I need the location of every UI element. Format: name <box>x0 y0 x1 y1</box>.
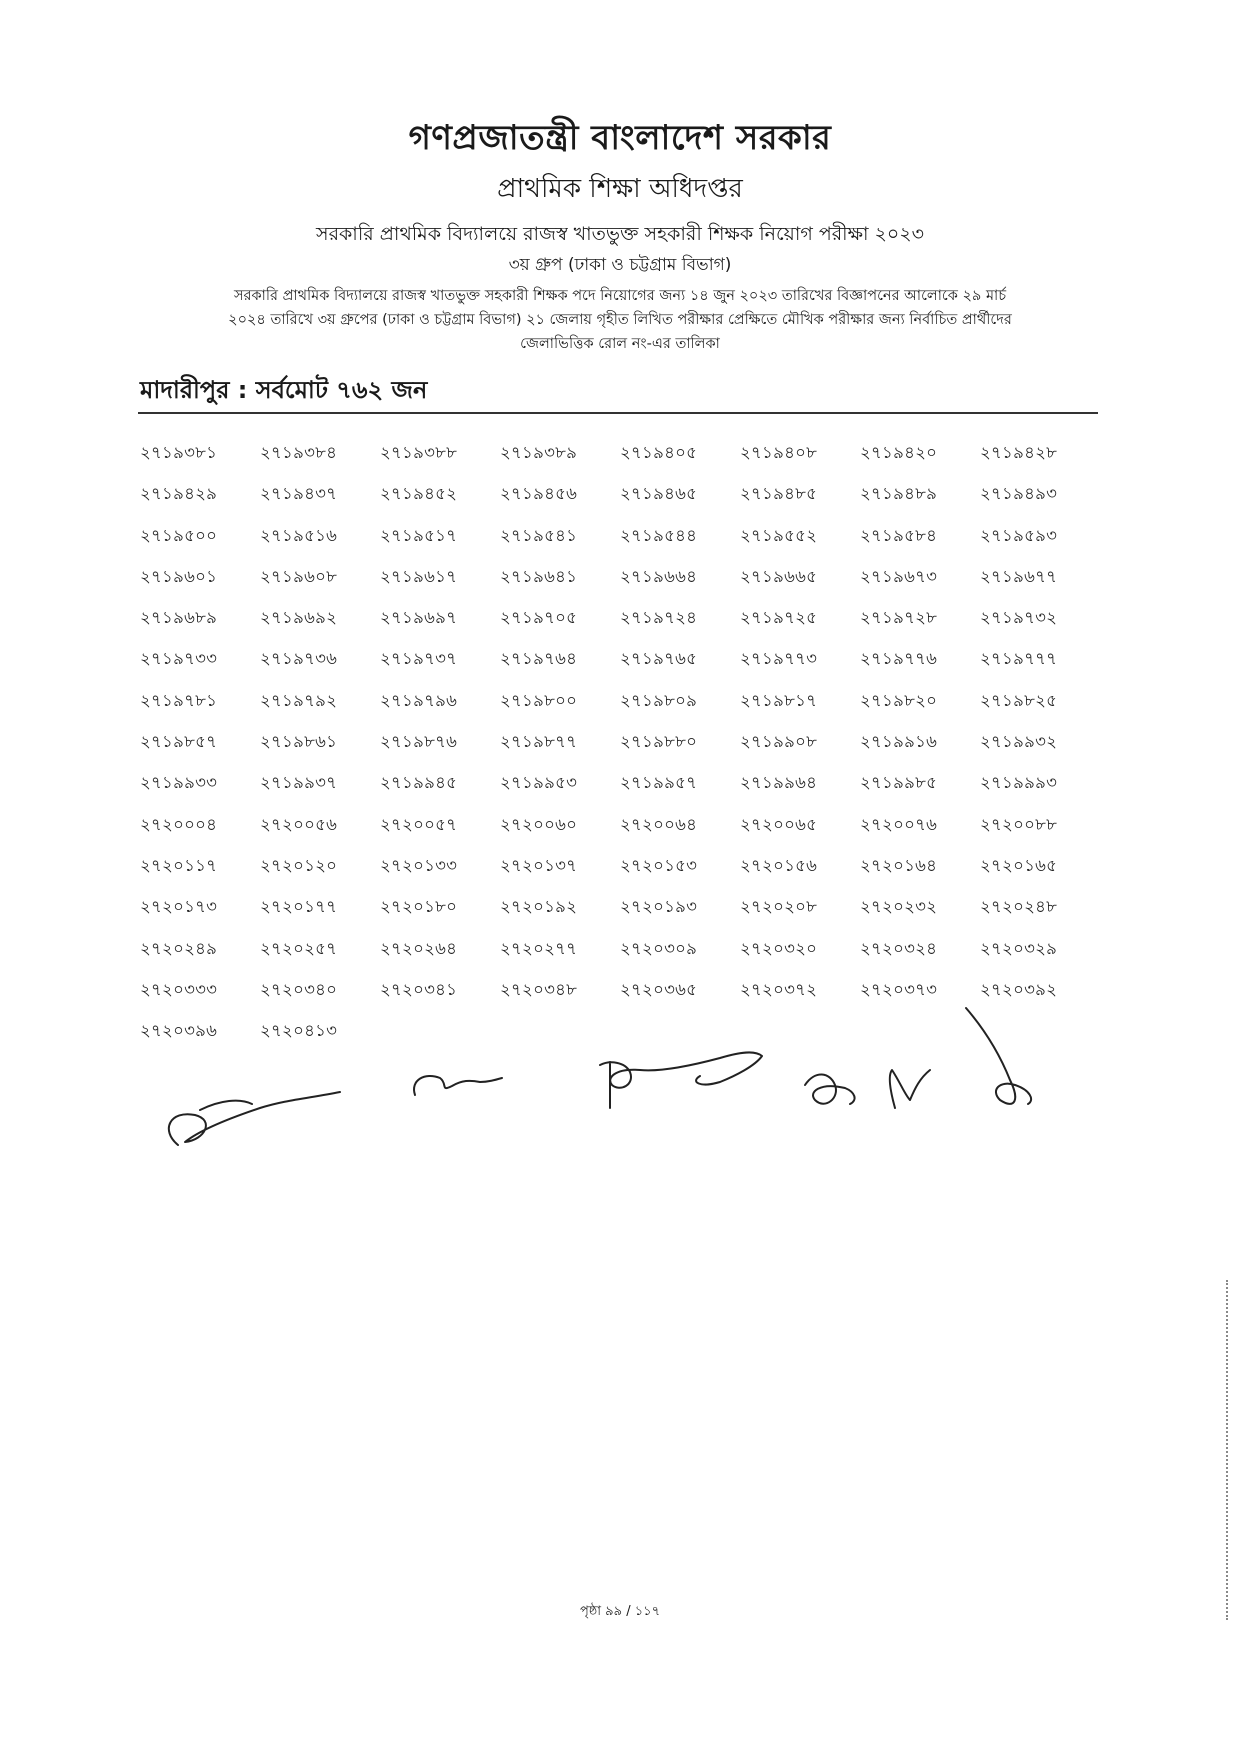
roll-number: ২৭২০৩৪০ <box>260 979 338 999</box>
roll-number: ২৭১৯৯৬৪ <box>740 773 818 793</box>
roll-number: ২৭১৯৫০০ <box>140 525 218 545</box>
roll-number: ২৭২০০৬৫ <box>740 814 818 834</box>
roll-number: ২৭১৯৮৬১ <box>260 732 338 752</box>
page-number: ৯৯ <box>605 1604 623 1619</box>
roll-number: ২৭২০১৮০ <box>380 897 458 917</box>
roll-number: ২৭১৯৪৫২ <box>380 484 458 504</box>
roll-number: ২৭২০৩৪১ <box>380 979 458 999</box>
roll-number: ২৭১৯৩৮৯ <box>500 443 578 462</box>
signature-mark <box>890 1070 930 1108</box>
roll-number: ২৭১৯৮৮০ <box>620 732 698 752</box>
roll-number: ২৭১৯৭২৮ <box>860 608 938 628</box>
roll-number: ২৭১৯৯৪৫ <box>380 773 458 793</box>
roll-number: ২৭২০২৩২ <box>860 897 938 917</box>
roll-number: ২৭২০৩৯২ <box>980 979 1058 999</box>
roll-number: ২৭১৯৯০৮ <box>740 732 818 752</box>
roll-number: ২৭১৯৯৩২ <box>980 732 1058 752</box>
roll-number: ২৭১৯৪২০ <box>860 443 938 462</box>
roll-number: ২৭১৯৮৫৭ <box>140 732 218 752</box>
roll-number: ২৭২০৩৩৩ <box>140 979 218 999</box>
page-separator: / <box>626 1604 631 1619</box>
roll-number: ২৭১৯৪৮৫ <box>740 484 818 504</box>
roll-number: ২৭১৯৯১৬ <box>860 732 938 752</box>
roll-number: ২৭২০০৭৬ <box>860 814 938 834</box>
exam-title: সরকারি প্রাথমিক বিদ্যালয়ে রাজস্ব খাতভুক্ত সহকারী শিক্ষক নিয়োগ পরীক্ষা ২০২৩ <box>316 223 924 245</box>
roll-number: ২৭১৯৭৯৬ <box>380 690 458 710</box>
roll-number: ২৭১৯৯৫৭ <box>620 773 698 793</box>
roll-number-list <box>140 440 1100 1059</box>
roll-number: ২৭১৯৭০৫ <box>500 608 578 628</box>
roll-number: ২৭১৯৮৭৭ <box>500 732 578 752</box>
roll-number: ২৭১৯৮২০ <box>860 690 938 710</box>
roll-number: ২৭১৯৭৩৭ <box>380 649 458 669</box>
roll-number: ২৭২০১৩৩ <box>380 855 458 875</box>
roll-number: ২৭১৯৬৯৭ <box>380 608 458 628</box>
roll-number: ২৭১৯৮৭৬ <box>380 732 458 752</box>
roll-number: ২৭১৯৫৮৪ <box>860 525 938 545</box>
roll-number: ২৭২০০৫৭ <box>380 814 458 834</box>
roll-number: ২৭১৯৭৭৭ <box>980 649 1058 669</box>
roll-number: ২৭২০২৪৮ <box>980 897 1058 917</box>
roll-number: ২৭১৯৮১৭ <box>740 690 818 710</box>
roll-number: ২৭২০৩২৯ <box>980 938 1058 958</box>
signature-mark <box>414 1076 502 1095</box>
roll-number: ২৭২০১৬৪ <box>860 855 938 875</box>
roll-number: ২৭২০২০৮ <box>740 897 818 917</box>
signature-mark <box>805 1074 855 1104</box>
notice-paragraph <box>150 284 1090 356</box>
page-label: পৃষ্ঠা <box>579 1604 602 1619</box>
notice-line: জেলাভিত্তিক রোল নং-এর তালিকা <box>520 336 720 352</box>
roll-number: ২৭১৯৭৯২ <box>260 690 338 710</box>
roll-number: ২৭১৯৭৬৫ <box>620 649 698 669</box>
roll-number: ২৭২০৩৭২ <box>740 979 818 999</box>
roll-number: ২৭২০০৫৬ <box>260 814 338 834</box>
roll-number: ২৭১৯৪৩৭ <box>260 484 338 504</box>
roll-number: ২৭১৯৫১৬ <box>260 525 338 545</box>
roll-number: ২৭২০৩৯৬ <box>140 1021 218 1041</box>
roll-number: ২৭১৯৫১৭ <box>380 525 458 545</box>
roll-number: ২৭২০৩৪৮ <box>500 979 578 999</box>
roll-number: ২৭১৯৯৩৭ <box>260 773 338 793</box>
roll-number: ২৭১৯৪০৫ <box>620 443 698 462</box>
roll-number: ২৭১৯৪২৯ <box>140 484 218 504</box>
roll-number: ২৭১৯৬৬৪ <box>620 566 698 586</box>
roll-number: ২৭১৯৭৩৩ <box>140 649 218 669</box>
roll-number: ২৭১৯৭২৪ <box>620 608 698 628</box>
roll-number: ২৭১৯৩৮১ <box>140 443 218 462</box>
notice-line: সরকারি প্রাথমিক বিদ্যালয়ে রাজস্ব খাতভুক্ত সহকারী শিক্ষক পদে নিয়োগের জন্য ১৪ জুন ২০২৩ তারিখের বিজ্ঞাপনের আলোকে ২৯ মার্চ <box>233 288 1007 304</box>
roll-number: ২৭১৯৪৯৩ <box>980 484 1058 504</box>
government-title: গণপ্রজাতন্ত্রী বাংলাদেশ সরকার <box>408 118 832 158</box>
roll-number: ২৭১৯৬৪১ <box>500 566 578 586</box>
roll-number: ২৭২০১৭৭ <box>260 897 338 917</box>
roll-number: ২৭২০০৬০ <box>500 814 578 834</box>
roll-number: ২৭২০৩২৪ <box>860 938 938 958</box>
roll-number: ২৭১৯৬০১ <box>140 566 218 586</box>
district-heading: মাদারীপুর : সর্বমোট ৭৬২ জন <box>140 376 428 404</box>
roll-number: ২৭১৯৯৯৩ <box>980 773 1058 793</box>
roll-number: ২৭২০১৯২ <box>500 897 578 917</box>
roll-number: ২৭১৯৬৭৭ <box>980 566 1058 586</box>
roll-number: ২৭১৯৭৭৬ <box>860 649 938 669</box>
roll-number: ২৭১৯৫৪৪ <box>620 525 698 545</box>
roll-number: ২৭১৯৭৩৬ <box>260 649 338 669</box>
roll-number: ২৭২০০০৪ <box>140 814 218 834</box>
roll-number: ২৭১৯৮০০ <box>500 690 578 710</box>
roll-number: ২৭২০১৯৩ <box>620 897 698 917</box>
roll-number: ২৭১৯৪০৮ <box>740 443 818 462</box>
roll-number: ২৭১৯৯৮৫ <box>860 773 938 793</box>
roll-number: ২৭১৯৪২৮ <box>980 443 1058 462</box>
signature-mark <box>169 1092 340 1145</box>
roll-number: ২৭২০১৩৭ <box>500 855 578 875</box>
roll-number: ২৭১৯৭২৫ <box>740 608 818 628</box>
roll-number: ২৭২০১৭৩ <box>140 897 218 917</box>
roll-number: ২৭২০৩৭৩ <box>860 979 938 999</box>
roll-number: ২৭২০০৮৮ <box>980 814 1058 834</box>
roll-number: ২৭১৯৫৫২ <box>740 525 818 545</box>
roll-number: ২৭২০২৬৪ <box>380 938 458 958</box>
roll-number: ২৭১৯৪৮৯ <box>860 484 938 504</box>
roll-number: ২৭১৯৩৮৪ <box>260 443 338 462</box>
roll-number: ২৭১৯৬৮৯ <box>140 608 218 628</box>
roll-number: ২৭২০২৫৭ <box>260 938 338 958</box>
signature-mark <box>600 1052 762 1108</box>
roll-number: ২৭২০১১৭ <box>140 855 218 875</box>
roll-number: ২৭২০৩৬৫ <box>620 979 698 999</box>
department-title: প্রাথমিক শিক্ষা অধিদপ্তর <box>497 174 743 204</box>
roll-number: ২৭২০২৭৭ <box>500 938 578 958</box>
roll-number: ২৭১৯৫৪১ <box>500 525 578 545</box>
roll-number: ২৭১৯৭৬৪ <box>500 649 578 669</box>
roll-number: ২৭১৯৪৬৫ <box>620 484 698 504</box>
roll-number: ২৭১৯৬৭৩ <box>860 566 938 586</box>
scan-edge-marks <box>1226 1280 1232 1620</box>
notice-line: ২০২৪ তারিখে ৩য় গ্রুপের (ঢাকা ও চট্টগ্রাম বিভাগ) ২১ জেলায় গৃহীত লিখিত পরীক্ষার প্রেক্ষিতে মৌখিক পরীক্ষার জন্য নির্বাচিত প্রার্থীদের <box>228 312 1012 328</box>
roll-number: ২৭১৯৩৮৮ <box>380 443 458 462</box>
group-title: ৩য় গ্রুপ (ঢাকা ও চট্টগ্রাম বিভাগ) <box>508 255 732 275</box>
roll-number: ২৭২০১৬৫ <box>980 855 1058 875</box>
roll-number: ২৭২০৩২০ <box>740 938 818 958</box>
roll-number: ২৭২০৩০৯ <box>620 938 698 958</box>
roll-number: ২৭১৯৫৯৩ <box>980 525 1058 545</box>
roll-number: ২৭১৯৬০৮ <box>260 566 338 586</box>
page-total: ১১৭ <box>634 1604 661 1619</box>
roll-number: ২৭১৯৬৯২ <box>260 608 338 628</box>
roll-number: ২৭১৯৪৫৬ <box>500 484 578 504</box>
roll-number: ২৭১৯৮০৯ <box>620 690 698 710</box>
roll-number: ২৭২০১২০ <box>260 855 338 875</box>
roll-number: ২৭১৯৯৫৩ <box>500 773 578 793</box>
roll-number: ২৭২০২৪৯ <box>140 938 218 958</box>
heading-divider <box>138 412 1098 414</box>
roll-number: ২৭১৯৭৭৩ <box>740 649 818 669</box>
roll-number: ২৭১৯৭৮১ <box>140 690 218 710</box>
roll-number: ২৭১৯৮২৫ <box>980 690 1058 710</box>
roll-number: ২৭২০১৫৬ <box>740 855 818 875</box>
roll-number: ২৭২০১৫৩ <box>620 855 698 875</box>
roll-number: ২৭১৯৯৩৩ <box>140 773 218 793</box>
roll-number: ২৭২০০৬৪ <box>620 814 698 834</box>
roll-number: ২৭১৯৬১৭ <box>380 566 458 586</box>
roll-number: ২৭১৯৬৬৫ <box>740 566 818 586</box>
roll-number: ২৭১৯৭৩২ <box>980 608 1058 628</box>
page-footer <box>0 1602 1240 1623</box>
roll-number: ২৭২০৪১৩ <box>260 1021 338 1041</box>
